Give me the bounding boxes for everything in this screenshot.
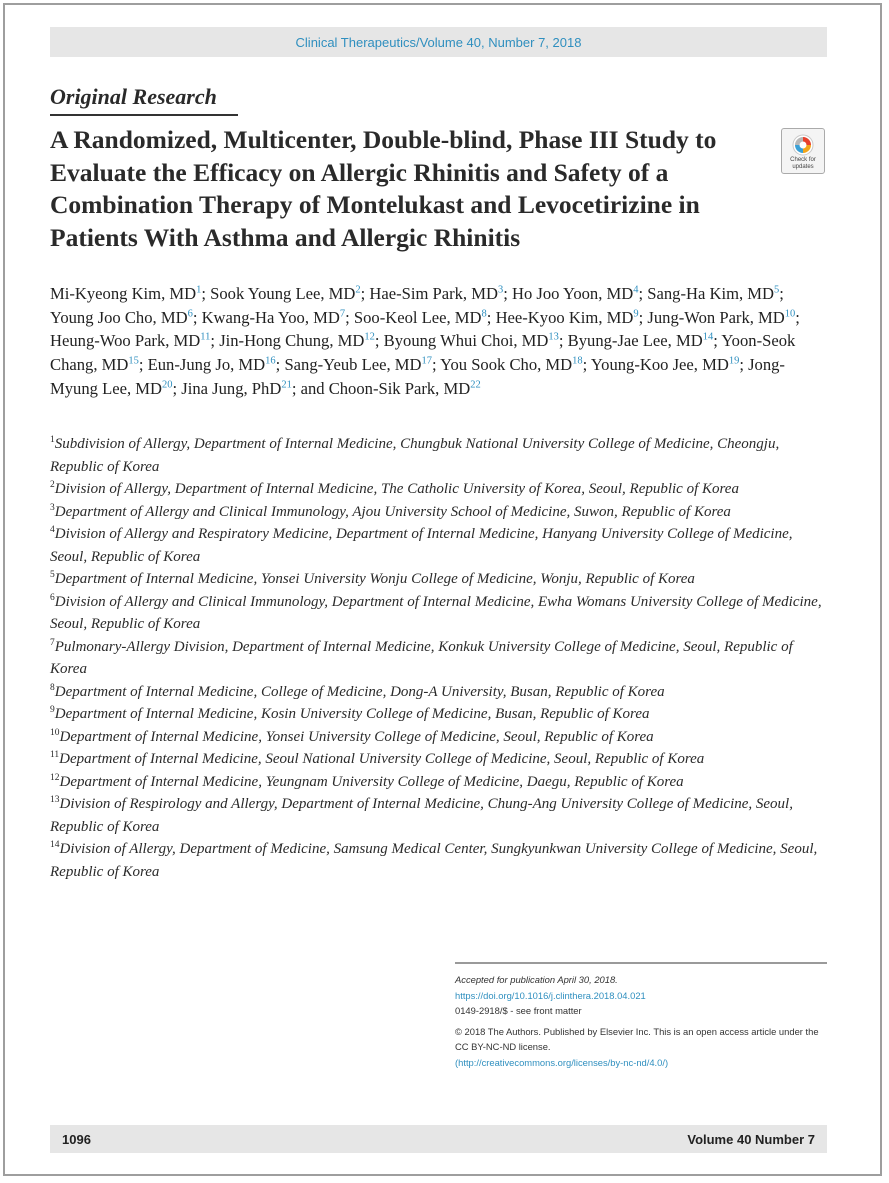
author-name: Yoon-Seok Chang, MD <box>50 331 796 375</box>
affiliation-item <box>50 568 830 591</box>
affiliation-item <box>50 838 830 883</box>
affiliation-text: Division of Respirology and Allergy, Department of Internal Medicine, Chung-Ang University College of Medicine, Seoul, Republic of Korea <box>50 796 793 835</box>
issn-line: 0149-2918/$ - see front matter <box>455 1005 582 1016</box>
affiliation-number: 8 <box>50 682 55 693</box>
affiliation-text: Pulmonary-Allergy Division, Department of Internal Medicine, Konkuk University College of Medicine, Seoul, Republic of Korea <box>50 638 793 677</box>
author-affiliation-ref[interactable]: 20 <box>162 379 173 391</box>
affiliation-text: Department of Internal Medicine, Yonsei University College of Medicine, Seoul, Republic of Korea <box>59 728 654 745</box>
affiliation-text: Department of Internal Medicine, College of Medicine, Dong-A University, Busan, Republic of Korea <box>54 683 665 700</box>
accepted-date: Accepted for publication April 30, 2018. <box>455 974 618 985</box>
author-affiliation-ref[interactable]: 6 <box>187 308 193 320</box>
author-name: Mi-Kyeong Kim, MD <box>50 284 197 303</box>
affiliation-number: 2 <box>50 480 55 490</box>
copyright-text: © 2018 The Authors. Published by Elsevier Inc. This is an open access article under the CC BY-NC-ND license. <box>455 1025 819 1052</box>
volume-info: Volume 40 Number 7 <box>687 1131 815 1147</box>
author-affiliation-ref[interactable]: 11 <box>200 331 211 343</box>
affiliation-text: Division of Allergy and Respiratory Medicine, Department of Internal Medicine, Hanyang University College of Medicine, Seoul, Republic of Korea <box>50 526 793 565</box>
affiliation-item <box>50 771 830 794</box>
author-name: Young Joo Cho, MD <box>50 307 188 327</box>
article-type: Original Research <box>50 84 217 109</box>
check-for-updates-label: Check for updates <box>790 157 816 170</box>
author-affiliation-ref[interactable]: 9 <box>633 308 639 320</box>
affiliation-item <box>50 433 830 478</box>
author-name: Hae-Sim Park, MD <box>369 284 498 303</box>
author-affiliation-ref[interactable]: 8 <box>481 308 487 320</box>
author-affiliation-ref[interactable]: 12 <box>364 331 375 343</box>
author-name: Soo-Keol Lee, MD <box>353 307 482 327</box>
author-affiliation-ref[interactable]: 19 <box>728 355 740 367</box>
author-list: Mi-Kyeong Kim, $MD^1$; Sook Young Lee, $MD^2$; Hae-Sim Park, $MD^3$; Ho Joo Yoon, $MD^4$; Sang-Ha Kim, $MD^5$; Young Joo Cho, $MD^6$; Kwang-Ha Yoo, $MD^7$; Soo-Keol Lee, $MD^8$; Hee-Kyoo Kim, $MD^9$; Jung-Won Park, MD$^{10}$; Heung-Woo Park, MD$^{11}$; Jin-Hong Chung, MD$^{12}$; Byoung Whui Choi, MD$^{13}$; Byung-Jae Lee, MD$^{14}$; Yoon-Seok Chang, MD$^{15}$; Eun-Jung Jo, MD$^{16}$; Sang-Yeub Lee, MD$^{17}$; You Sook Cho, MD$^{18}$; Young-Koo Jee, MD$^{19}$; Jong-Myung Lee, MD$^{20}$; Jina Jung, PhD$^{21}$; and Choon-Sik Park, MD$^{22}$ <box>50 284 800 398</box>
check-for-updates-icon <box>792 134 814 156</box>
doi-link[interactable]: https://doi.org/10.1016/j.clinthera.2018.04.021 <box>455 989 646 1001</box>
affiliation-text: Department of Internal Medicine, Yonsei University Wonju College of Medicine, Wonju, Republic of Korea <box>54 571 695 587</box>
affiliation-text: Department of Allergy and Clinical Immunology, Ajou University School of Medicine, Suwon, Republic of Korea <box>54 503 731 520</box>
author-affiliation-ref[interactable]: 22 <box>470 379 481 391</box>
author-name: Heung-Woo Park, MD <box>50 331 201 351</box>
affiliation-number: 14 <box>50 840 60 850</box>
affiliation-item <box>50 793 830 838</box>
author-affiliation-ref[interactable]: 1 <box>196 284 202 296</box>
affiliation-text: Department of Internal Medicine, Yeungnam University College of Medicine, Daegu, Republic of Korea <box>59 773 684 790</box>
affiliation-text: Division of Allergy, Department of Medicine, Samsung Medical Center, Sungkyunkwan University College of Medicine, Seoul, Republic of Korea <box>50 841 818 880</box>
affiliation-text: Division of Allergy and Clinical Immunology, Department of Internal Medicine, Ewha Womans University College of Medicine, Seoul, Republic of Korea <box>50 593 822 632</box>
article-title: A Randomized, Multicenter, Double-blind, Phase III Study to Evaluate the Efficacy on Allergic Rhinitis and Safety of a Combination Therapy of Montelukast and Levocetirizine in Patients With Asthma and Allergic Rhinitis <box>50 125 717 252</box>
article-type-underline <box>50 114 238 116</box>
author-name: Jong-Myung Lee, MD <box>50 355 785 398</box>
affiliation-number: 4 <box>50 525 55 535</box>
affiliation-item <box>50 726 830 749</box>
author-name: Byoung Whui Choi, MD <box>383 331 549 351</box>
author-affiliation-ref[interactable]: 5 <box>774 284 780 296</box>
affiliation-number: 5 <box>50 570 55 580</box>
author-name: Sook Young Lee, MD <box>210 284 356 303</box>
affiliation-number: 6 <box>50 592 55 603</box>
author-affiliation-ref[interactable]: 7 <box>339 308 346 320</box>
affiliation-item <box>50 501 830 524</box>
running-footer <box>50 1125 827 1153</box>
author-name: Jina Jung, PhD <box>181 378 282 398</box>
author-name: Jung-Won Park, MD <box>647 307 785 327</box>
affiliation-number: 1 <box>50 435 55 445</box>
affiliation-text: Subdivision of Allergy, Department of Internal Medicine, Chungbuk National University College of Medicine, Cheongju, Republic of Korea <box>50 436 780 475</box>
affiliation-item <box>50 591 830 636</box>
affiliation-text: Department of Internal Medicine, Kosin University College of Medicine, Busan, Republic of Korea <box>54 706 650 722</box>
affiliation-item <box>50 636 830 681</box>
author-affiliation-ref[interactable]: 3 <box>497 284 504 296</box>
affiliation-number: 3 <box>50 502 55 513</box>
author-name: Sang-Ha Kim, MD <box>647 284 775 303</box>
author-affiliation-ref[interactable]: 14 <box>702 331 714 343</box>
author-affiliation-ref[interactable]: 13 <box>548 331 559 343</box>
check-for-updates-button[interactable] <box>781 128 825 174</box>
author-name: Kwang-Ha Yoo, MD <box>201 307 340 327</box>
author-affiliation-ref[interactable]: 17 <box>421 355 432 367</box>
affiliation-number: 9 <box>50 705 55 715</box>
author-name: Sang-Yeub Lee, MD <box>284 355 422 375</box>
affiliation-list <box>50 433 830 883</box>
affiliation-text: Division of Allergy, Department of Internal Medicine, The Catholic University of Korea, Seoul, Republic of Korea <box>54 481 739 497</box>
author-name: Ho Joo Yoon, MD <box>511 284 634 303</box>
author-name: Young-Koo Jee, MD <box>590 355 729 375</box>
affiliation-item <box>50 478 830 501</box>
page-number: 1096 <box>62 1131 91 1147</box>
affiliation-item <box>50 703 830 726</box>
author-affiliation-ref[interactable]: 16 <box>265 355 276 367</box>
publication-note <box>455 972 830 1070</box>
affiliation-number: 11 <box>50 750 60 760</box>
publication-note-divider <box>455 962 827 964</box>
affiliation-item <box>50 681 830 704</box>
affiliation-item <box>50 748 830 771</box>
affiliation-number: 13 <box>50 795 60 805</box>
journal-citation[interactable]: Clinical Therapeutics/Volume 40, Number 7, 2018 <box>295 34 582 50</box>
author-name: Choon-Sik Park, MD <box>328 378 471 398</box>
affiliation-text: Department of Internal Medicine, Seoul National University College of Medicine, Seoul, Republic of Korea <box>59 751 705 767</box>
author-affiliation-ref[interactable]: 15 <box>128 355 139 367</box>
author-name: You Sook Cho, MD <box>440 355 573 375</box>
author-name: Hee-Kyoo Kim, MD <box>495 307 634 327</box>
author-name: Byung-Jae Lee, MD <box>567 331 703 351</box>
author-name: Jin-Hong Chung, MD <box>219 331 365 351</box>
affiliation-number: 10 <box>50 727 60 738</box>
author-affiliation-ref[interactable]: 21 <box>281 379 292 391</box>
license-link[interactable]: (http://creativecommons.org/licenses/by-nc-nd/4.0/) <box>455 1056 669 1068</box>
author-affiliation-ref[interactable]: 2 <box>355 284 361 296</box>
author-name: Eun-Jung Jo, MD <box>147 355 266 375</box>
running-header <box>50 27 827 57</box>
affiliation-number: 12 <box>50 772 60 783</box>
affiliation-number: 7 <box>50 637 55 648</box>
author-affiliation-ref[interactable]: 10 <box>784 308 796 320</box>
author-affiliation-ref[interactable]: 4 <box>633 284 639 296</box>
affiliation-item <box>50 523 830 568</box>
author-affiliation-ref[interactable]: 18 <box>572 355 583 367</box>
